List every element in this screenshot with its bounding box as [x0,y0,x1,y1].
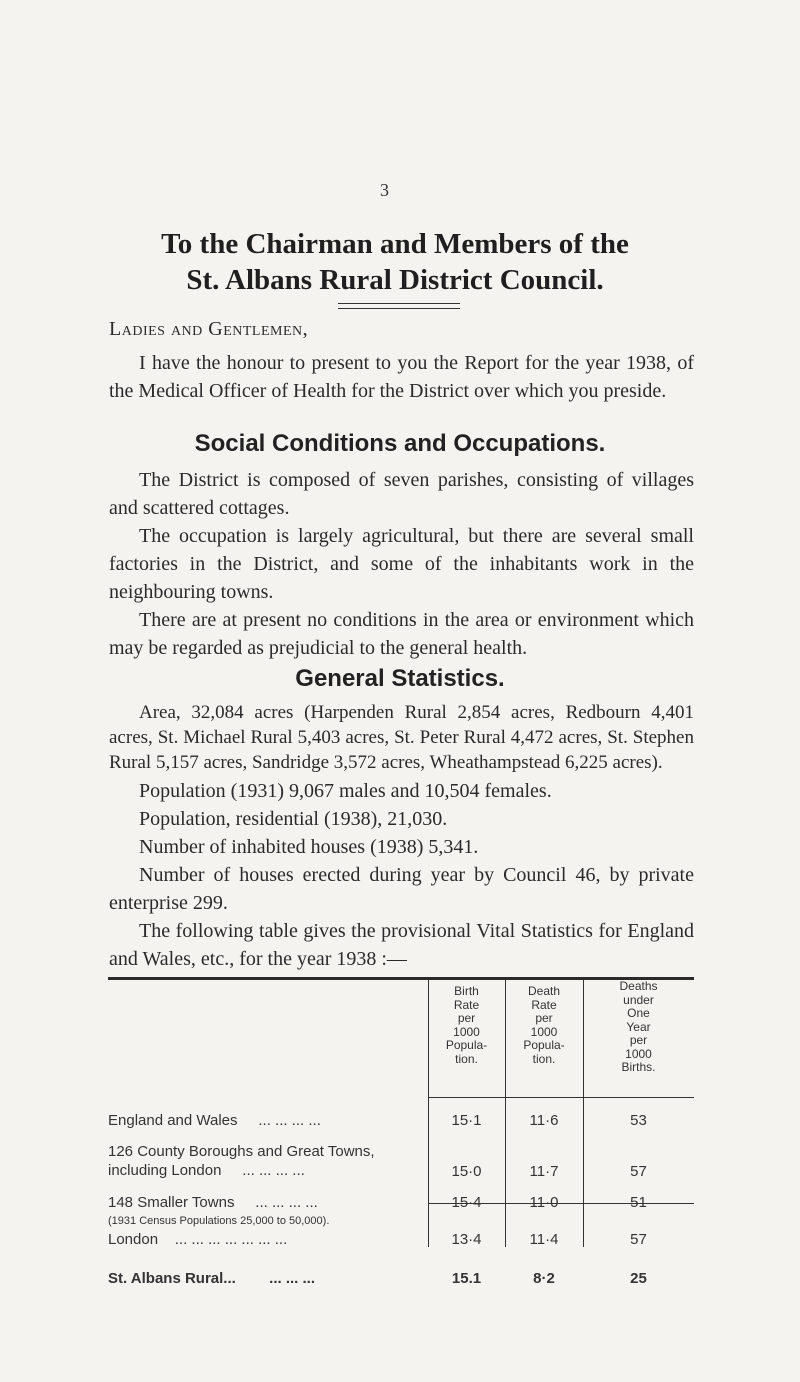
social-paragraph-3 [109,606,694,662]
header-infant-deaths [583,980,694,1075]
row-label-text: England and Wales [108,1112,238,1129]
table-cell: 15·4 [451,1194,482,1211]
page-number: 3 [380,180,389,200]
houses-erected: Number of houses erected during year by Council 46, by private enterprise 299. [109,864,694,914]
intro-paragraph [109,349,694,405]
leader-dots: ... ... ... ... ... ... ... [174,1231,288,1248]
table-cell: 11·6 [529,1112,559,1129]
table-intro: The following table gives the provisional Vital Statistics for England and Wales, etc., for the year 1938 :— [109,920,694,970]
row-label-text: London [108,1231,159,1248]
table-cell: 25 [630,1270,647,1287]
population-1931: Population (1931) 9,067 males and 10,504 females. [139,780,552,802]
header-text: per [535,1011,553,1025]
header-text: tion. [532,1051,556,1066]
table-cell: 51 [630,1194,647,1211]
header-text: 1000 [530,1024,558,1039]
table-row-label [108,1162,305,1179]
header-text: Popula- [523,1038,565,1052]
table-cell: 57 [630,1231,647,1248]
table-cell: 11·0 [529,1194,559,1211]
header-text: 1000 [625,1046,652,1061]
title-line-2: St. Albans Rural District Council. [186,264,604,296]
header-text: Death [527,984,561,998]
table-cell: 15·1 [451,1112,482,1129]
social-text-1: The District is composed of seven parishes, consisting of villages and scattered cottages. [109,469,694,519]
row-label-text: including London [108,1162,222,1179]
row-label-text: St. Albans Rural... [108,1270,236,1287]
leader-dots: ... ... ... ... [255,1194,318,1211]
table-row-label [108,1194,318,1211]
header-text: tion. [455,1051,478,1066]
leader-dots: ... ... ... ... [258,1112,321,1129]
header-text: per [629,1033,648,1047]
header-text: One [627,1006,650,1020]
table-cell: 15.1 [451,1270,482,1287]
header-text: Rate [453,997,480,1012]
header-text: Deaths [619,979,658,993]
table-cell: 53 [630,1112,647,1129]
header-text: under [623,992,654,1007]
table-cell: 11·4 [529,1231,559,1248]
table-cell: 8·2 [533,1270,555,1287]
social-paragraph-2 [109,522,694,606]
table-cell: 57 [630,1163,647,1180]
header-text: Birth [454,984,479,998]
header-text: Rate [531,997,557,1012]
table-cell: 11·7 [529,1163,559,1180]
table-row-label-total [108,1270,315,1287]
population-1938: Population, residential (1938), 21,030. [139,808,448,830]
table-row-note: (1931 Census Populations 25,000 to 50,000). [108,1215,330,1227]
inhabited-houses: Number of inhabited houses (1938) 5,341. [139,836,479,858]
section-heading-statistics: General Statistics. [295,665,505,692]
double-rule-divider [338,303,460,309]
title-line-1: To the Chairman and Members of the [161,228,629,260]
leader-dots: ... ... ... ... [242,1162,305,1179]
social-text-2: The occupation is largely agricultural, but there are several small factories in the District, and some of the inhabitants work in the neighbouring towns. [109,525,694,603]
salutation: Ladies and Gentlemen, [109,318,309,340]
header-text: Popula- [445,1038,488,1052]
intro-text: I have the honour to present to you the Report for the year 1938, of the Medical Officer of Health for the District over which you preside. [109,352,694,402]
page-title [0,226,790,298]
table-cell: 13·4 [451,1231,482,1248]
header-underline [428,1097,694,1098]
header-birth-rate [428,985,505,1066]
section-heading-social: Social Conditions and Occupations. [194,430,606,457]
table-cell: 15·0 [451,1163,482,1180]
table-row-label [108,1112,321,1129]
header-text: 1000 [453,1024,480,1039]
row-label-text: 148 Smaller Towns [108,1194,235,1211]
social-paragraph-1 [109,466,694,522]
header-death-rate [505,985,583,1066]
social-text-3: There are at present no conditions in the area or environment which may be regarded as prejudicial to the general health. [109,609,694,659]
area-paragraph: Area, 32,084 acres (Harpenden Rural 2,854 acres, Redbourn 4,401 acres, St. Michael Rural 5,403 acres, St. Peter Rural 4,472 acres, St. Stephen Rural 5,157 acres, Sandridge 3,572 acres, Wheathampstead 6,225 acres). [109,702,694,773]
table-row-label: 126 County Boroughs and Great Towns, [108,1143,375,1160]
table-row-label [108,1231,287,1248]
header-text: Births. [621,1060,656,1074]
leader-dots: ... ... ... [269,1270,315,1287]
header-text: Year [626,1019,651,1034]
header-text: per [457,1011,476,1025]
